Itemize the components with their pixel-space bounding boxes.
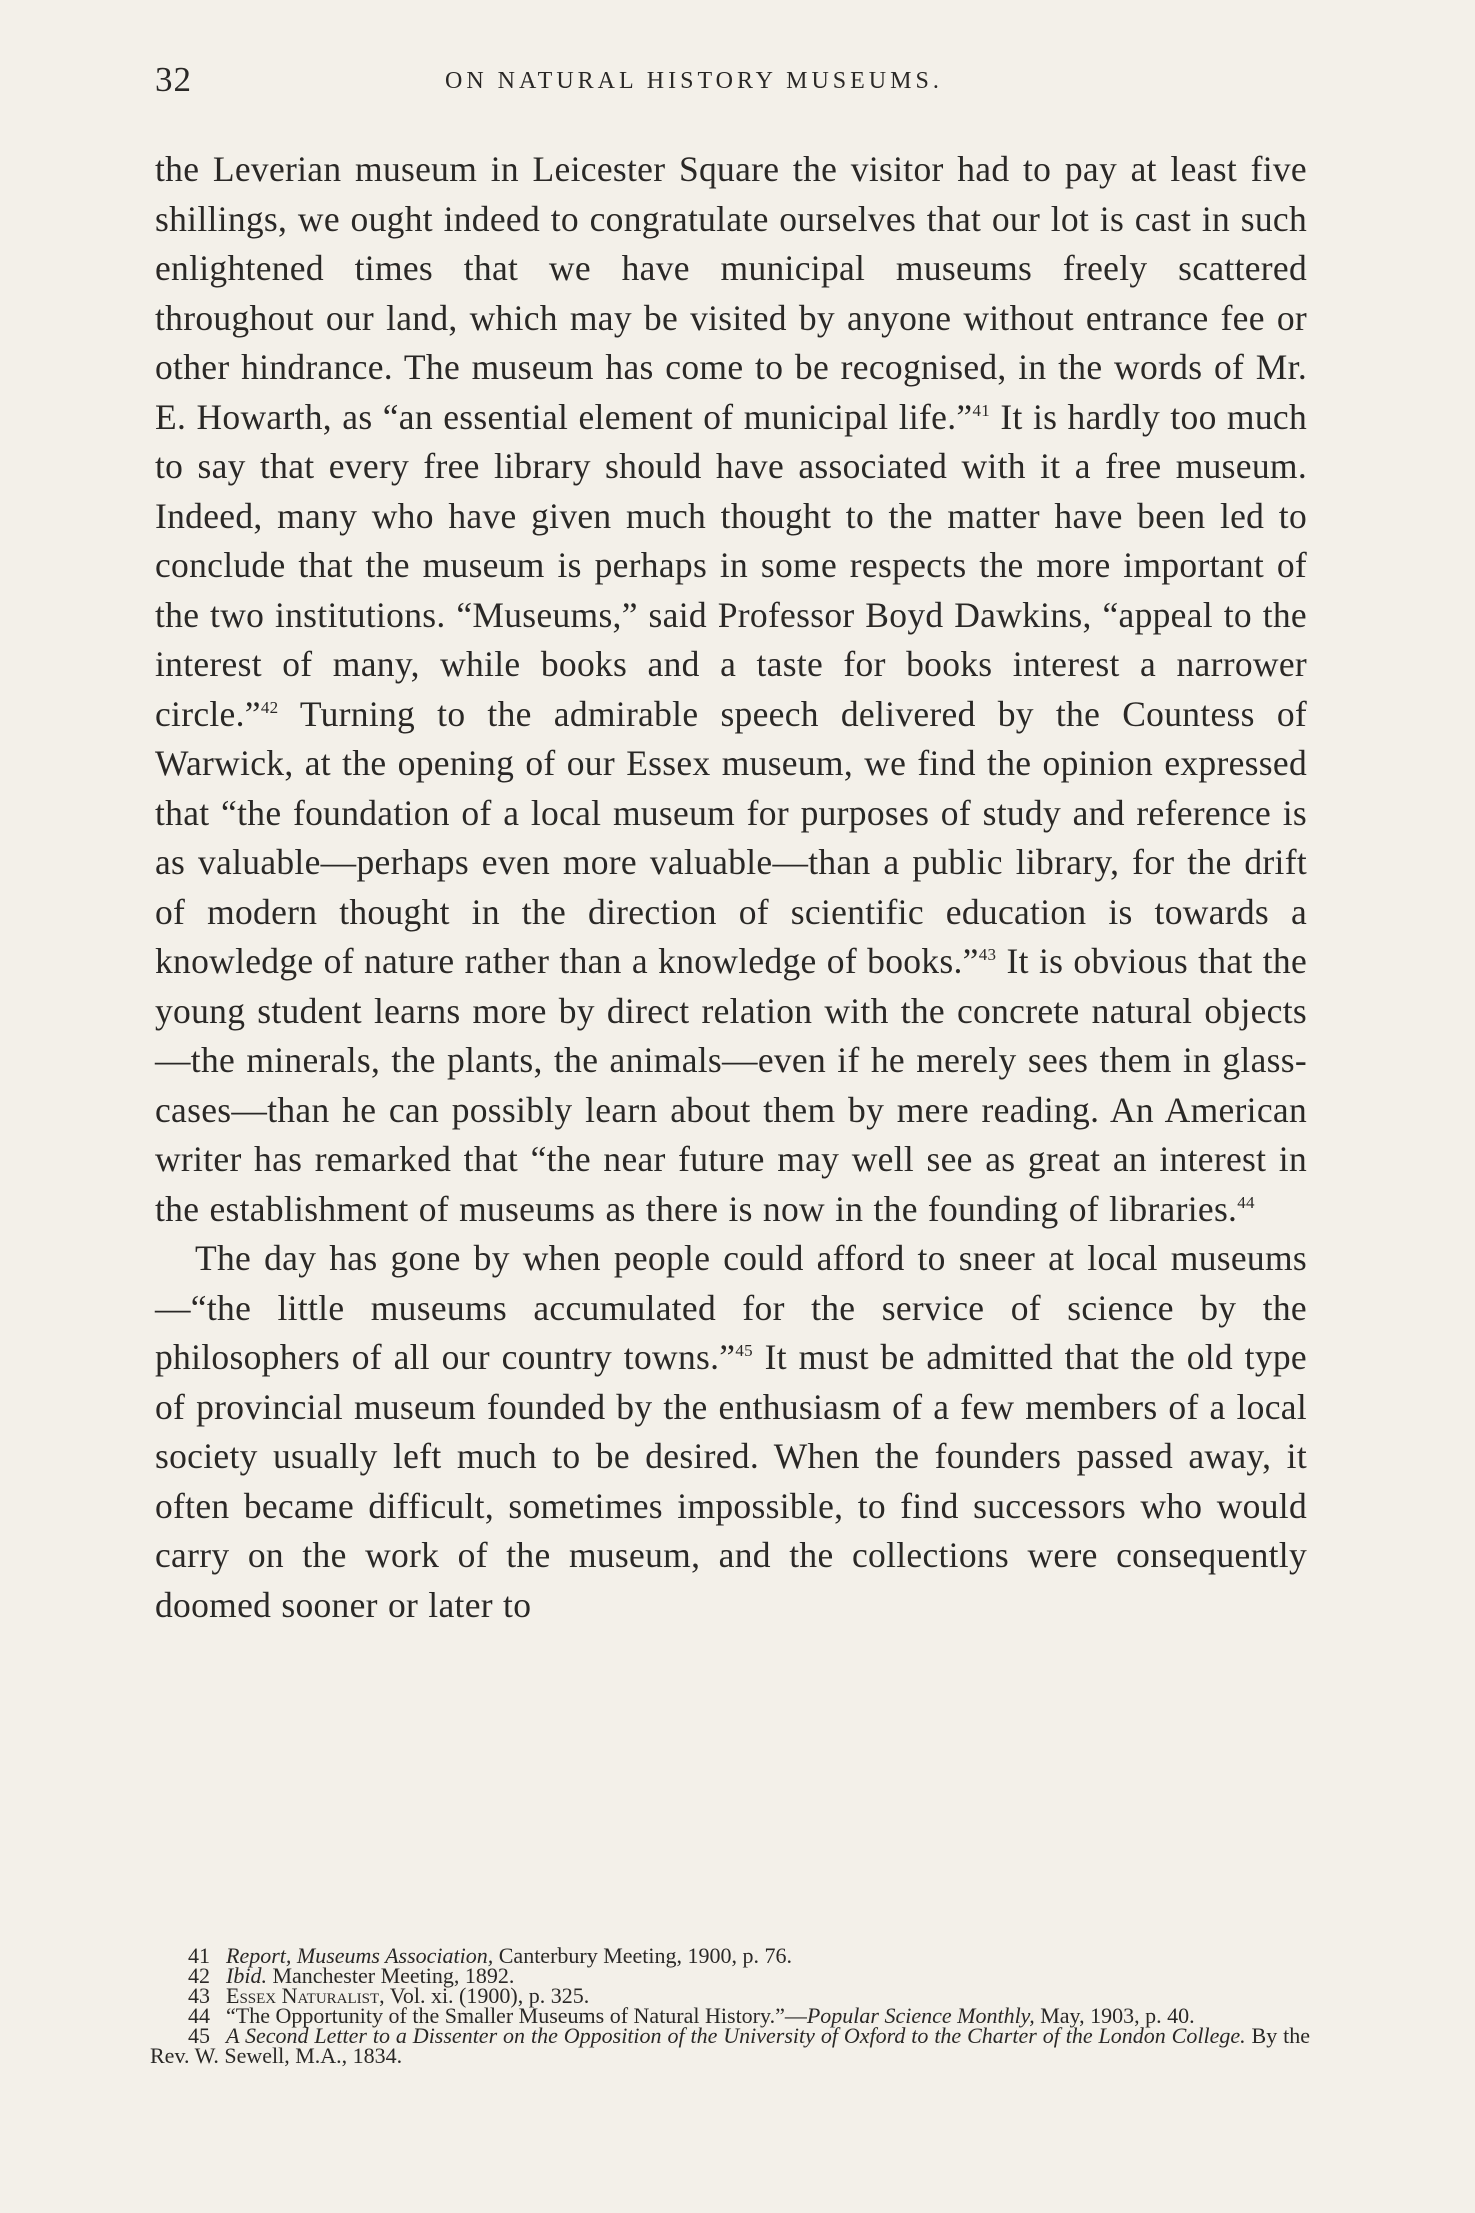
footnote-text: Canterbury Meeting, 1900, p. 76. (493, 1943, 793, 1968)
footnote-text: May, 1903, p. 40. (1034, 2003, 1195, 2028)
footnote-text: Vol. xi. (1900), p. 325. (384, 1983, 590, 2008)
paragraph (155, 145, 1307, 1234)
running-head: ON NATURAL HISTORY MUSEUMS. (445, 68, 943, 94)
footnote-ref: 43 (978, 945, 997, 965)
footnote-number: 44 (188, 2003, 210, 2028)
footnote-number: 43 (188, 1983, 210, 2008)
footnote-ref: 45 (735, 1341, 753, 1361)
footnote-title: A Second Letter to a Dissenter on the Opposition of the University of Oxford to the Charter of the London College. (226, 2023, 1246, 2048)
text-run: The day has gone by when people could afford to sneer at local museums—“the little museums accumulated for the service of science by the philosophers of all our country towns.” (155, 1238, 1307, 1377)
footnote-text: By the Rev. W. Sewell, M.A., 1834. (150, 2023, 1310, 2068)
footnote (150, 2023, 1310, 2068)
text-run: the Leverian museum in Leicester Square the visitor had to pay at least five shillings, we ought indeed to congratulate ourselves that our lot is cast in such enlightened times that we have municipal museums freely scattered throughout our land, which may be visited by anyone without entrance fee or other hindrance. The museum has come to be recognised, in the words of Mr. E. Howarth, as “an essential element of municipal life.” (155, 149, 1307, 437)
page-number: 32 (155, 60, 192, 99)
footnote-number: 42 (188, 1963, 210, 1988)
paragraph (155, 1234, 1307, 1630)
footnote-title: Popular Science Monthly, (806, 2003, 1035, 2028)
page-header (155, 60, 1305, 110)
footnote-number: 41 (188, 1943, 210, 1968)
footnote-title: Ibid. (226, 1963, 267, 1988)
text-run: It is obvious that the young student learns more by direct relation with the concrete natural objects—the minerals, the plants, the animals—even if he merely sees them in glass-cases—than he can possibly learn about them by mere reading. An American writer has remarked that “the near future may well see as great an interest in the establishment of museums as there is now in the founding of libraries. (155, 941, 1307, 1229)
footnote-text: “The Opportunity of the Smaller Museums of Natural History.”— (226, 2003, 807, 2028)
footnote-title: Report, Museums Association, (226, 1943, 494, 1968)
footnote-ref: 44 (1237, 1192, 1255, 1212)
main-text (155, 145, 1307, 1630)
footnotes (150, 1943, 1310, 2068)
footnote-title: Essex Naturalist, (226, 1983, 385, 2008)
footnote-ref: 42 (260, 697, 279, 717)
footnote-ref: 41 (972, 400, 991, 420)
text-run: It is hardly too much to say that every free library should have associated with it a free museum. Indeed, many who have given much thought to the matter have been led to conclude that the museum is perhaps in some respects the more important of the two institutions. “Museums,” said Professor Boyd Dawkins, “appeal to the interest of many, while books and a taste for books interest a narrower circle.” (155, 396, 1308, 734)
text-run: It must be admitted that the old type of provincial museum founded by the enthusiasm of a few members of a local society usually left much to be desired. When the founders passed away, it often became difficult, sometimes impossible, to find successors who would carry on the work of the museum, and the collections were consequently doomed sooner or later to (155, 1337, 1307, 1625)
footnote-number: 45 (188, 2023, 210, 2048)
footnote-text: Manchester Meeting, 1892. (266, 1963, 515, 1988)
text-run: Turning to the admirable speech delivered by the Countess of Warwick, at the opening of our Essex museum, we find the opinion expressed that “the foundation of a local museum for purposes of study and reference is as valuable—perhaps even more valuable—than a public library, for the drift of modern thought in the direction of scientific education is towards a knowledge of nature rather than a knowledge of books.” (155, 693, 1307, 981)
